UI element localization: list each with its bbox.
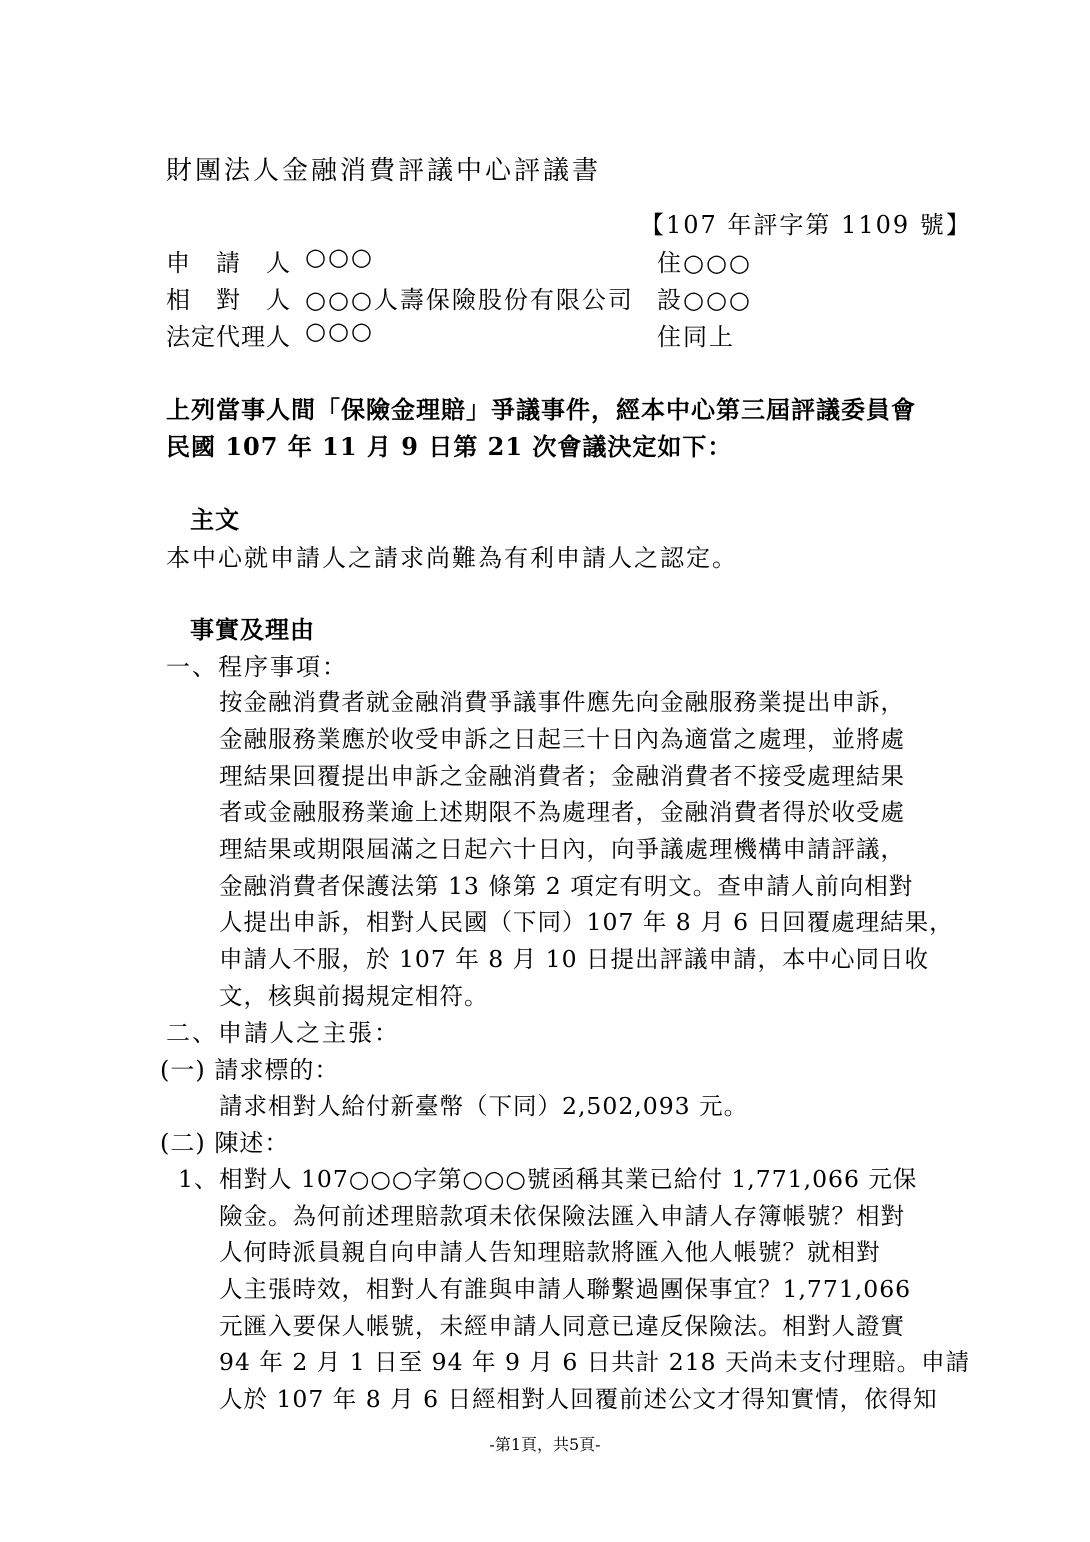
section-1-line: 理結果回覆提出申訴之金融消費者；金融消費者不接受處理結果 bbox=[219, 762, 905, 790]
section-1-line: 按金融消費者就金融消費爭議事件應先向金融服務業提出申訴， bbox=[219, 688, 905, 716]
party-role-respondent: 相 對 人 bbox=[166, 286, 291, 314]
page-footer: -第1頁，共5頁- bbox=[489, 1435, 601, 1454]
section-1-line: 理結果或期限屆滿之日起六十日內，向爭議處理機構申請評議， bbox=[219, 835, 905, 863]
item-1-line: 人何時派員親自向申請人告知理賠款將匯入他人帳號？就相對 bbox=[219, 1238, 881, 1266]
section-1-line: 申請人不服，於 107 年 8 月 10 日提出評議申請，本中心同日收 bbox=[219, 945, 930, 973]
section-2-sub-1-text: 請求相對人給付新臺幣（下同）2,502,093 元。 bbox=[219, 1092, 749, 1120]
main-heading: 主文 bbox=[190, 505, 240, 534]
document-title: 財團法人金融消費評議中心評議書 bbox=[166, 156, 602, 186]
party-address-applicant: 住○○○ bbox=[657, 249, 752, 277]
section-1-line: 文，核與前揭規定相符。 bbox=[219, 982, 489, 1010]
item-1-number: 1、 bbox=[178, 1165, 219, 1193]
item-1-line: 險金。為何前述理賠款項未依保險法匯入申請人存簿帳號？相對 bbox=[219, 1202, 905, 1230]
party-address-representative: 住同上 bbox=[657, 323, 735, 351]
party-role-representative: 法定代理人 bbox=[166, 323, 291, 351]
item-1-line: 94 年 2 月 1 日至 94 年 9 月 6 日共計 218 天尚未支付理賠。申請 bbox=[219, 1348, 971, 1376]
section-1-line: 金融消費者保護法第 13 條第 2 項定有明文。查申請人前向相對 bbox=[219, 872, 914, 900]
section-2-sub-1: (一) 請求標的： bbox=[160, 1056, 340, 1084]
intro-line-1: 上列當事人間「保險金理賠」爭議事件，經本中心第三屆評議委員會 bbox=[166, 395, 916, 424]
section-2-heading: 二、申請人之主張： bbox=[166, 1019, 400, 1047]
section-1-line: 者或金融服務業逾上述期限不為處理者，金融消費者得於收受處 bbox=[219, 798, 905, 826]
party-name-applicant: ○○○ bbox=[305, 243, 374, 271]
party-name-representative: ○○○ bbox=[305, 317, 374, 345]
item-1-line: 人於 107 年 8 月 6 日經相對人回覆前述公文才得知實情，依得知 bbox=[219, 1385, 938, 1413]
section-2-sub-2: (二) 陳述： bbox=[160, 1129, 290, 1157]
item-1-line: 人主張時效，相對人有誰與申請人聯繫過團保事宜？1,771,066 bbox=[219, 1275, 912, 1303]
party-address-respondent: 設○○○ bbox=[657, 286, 752, 314]
facts-heading: 事實及理由 bbox=[190, 615, 315, 644]
party-role-applicant: 申 請 人 bbox=[166, 249, 291, 277]
section-1-heading: 一、程序事項： bbox=[166, 653, 348, 681]
case-number: 【107 年評字第 1109 號】 bbox=[640, 211, 972, 239]
section-1-line: 金融服務業應於收受申訴之日起三十日內為適當之處理，並將處 bbox=[219, 725, 905, 753]
party-name-respondent: ○○○人壽保險股份有限公司 bbox=[305, 286, 634, 314]
item-1-line: 元匯入要保人帳號，未經申請人同意已違反保險法。相對人證實 bbox=[219, 1312, 905, 1340]
section-1-line: 人提出申訴，相對人民國（下同）107 年 8 月 6 日回覆處理結果， bbox=[219, 908, 954, 936]
intro-line-2: 民國 107 年 11 月 9 日第 21 次會議決定如下： bbox=[166, 432, 733, 461]
item-1-line: 相對人 107○○○字第○○○號函稱其業已給付 1,771,066 元保 bbox=[219, 1165, 918, 1193]
main-text: 本中心就申請人之請求尚難為有利申請人之認定。 bbox=[166, 544, 738, 572]
